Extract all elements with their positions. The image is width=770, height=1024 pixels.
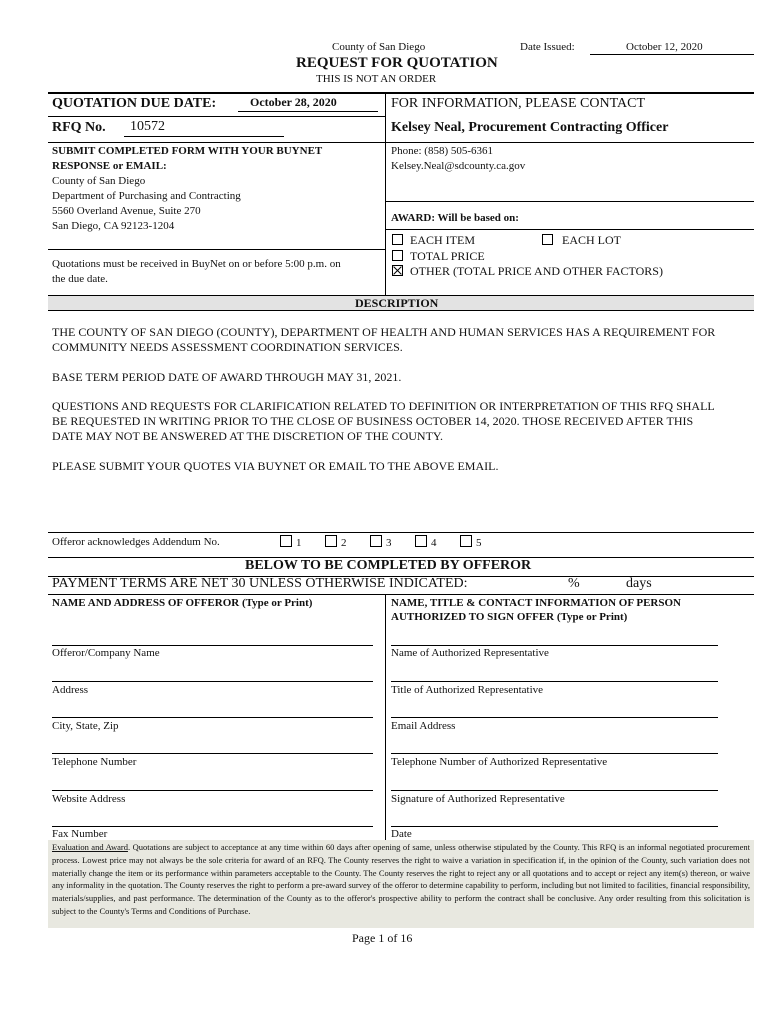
addendum-checkbox[interactable] [370,535,382,547]
offeror-heading: BELOW TO BE COMPLETED BY OFFEROR [245,558,532,573]
addendum-3[interactable] [370,535,392,549]
description-para-3: DATE MAY NOT BE ANSWERED AT THE DISCRETION OF THE COUNTY. [52,429,444,443]
page-title: REQUEST FOR QUOTATION [296,55,498,71]
county-name: County of San Diego [332,41,426,53]
payment-terms: PAYMENT TERMS ARE NET 30 UNLESS OTHERWISE INDICATED: [52,576,468,591]
due-date-value: October 28, 2020 [250,95,337,109]
telephone-line-input[interactable] [52,753,373,754]
rep-name-line[interactable] [391,645,718,646]
address-line: 5560 Overland Avenue, Suite 270 [52,205,201,217]
addendum-2[interactable] [325,535,347,549]
fax-label: Fax Number [52,828,108,840]
submit-instruction-1: SUBMIT COMPLETED FORM WITH YOUR BUYNET [52,145,323,157]
fax-line-input[interactable] [52,826,373,827]
checkbox-each-lot[interactable] [542,234,553,245]
submit-instruction-2: RESPONSE or EMAIL: [52,160,167,172]
divider [48,532,754,533]
addendum-number: 3 [386,537,392,549]
addendum-number: 4 [431,537,437,549]
received-note-1: Quotations must be received in BuyNet on or before 5:00 p.m. on [52,258,341,270]
divider [48,594,754,595]
award-option-label: EACH LOT [562,233,621,247]
rep-telephone-label: Telephone Number of Authorized Representative [391,756,608,768]
award-option-label: OTHER (TOTAL PRICE AND OTHER FACTORS) [410,264,663,278]
award-label: AWARD: Will be based on: [391,212,519,224]
city-line-input[interactable] [52,717,373,718]
award-option-each-item[interactable] [392,233,475,248]
award-option-total-price[interactable] [392,249,485,264]
rep-title-line[interactable] [391,681,718,682]
company-name-line[interactable] [52,645,373,646]
info-contact-label: FOR INFORMATION, PLEASE CONTACT [391,96,646,111]
due-date-underline [238,111,378,112]
telephone-label: Telephone Number [52,756,137,768]
rep-telephone-line[interactable] [391,753,718,754]
divider [48,310,754,311]
date-line[interactable] [391,826,718,827]
evaluation-body: . Quotations are subject to acceptance at any time within 60 days after opening of same, unless otherwise stipulated by the County. This RFQ is an informal negotiated procurement process. Lowest price may not always be the sole criteria for award of an RFQ. The County reserves the right to waive a variation in specification if, in the opinion of the County, such variation does not materially change the item or its performance within parameters acceptable to the County. The County reserves the right to reject any or all quotations and to accept or reject any item(s) thereon, or waive any informality in the quotation. The County reserves the right to perform a pre-award survey of the offeror to determine capability to perform, including but not limited to facilities, financial responsibility, materials/supplies, and past performance. The determination of the County as to the offeror's prospective ability to perform the contract shall be conclusive. Any order resulting from this solicitation is subject to the County's Terms and Conditions of Purchase. [52,842,750,916]
addendum-checkbox[interactable] [325,535,337,547]
date-issued-underline [590,54,754,55]
website-label: Website Address [52,793,126,805]
addendum-checkbox[interactable] [460,535,472,547]
address-label: Address [52,684,89,696]
description-para-3: BE REQUESTED IN WRITING PRIOR TO THE CLOSE OF BUSINESS OCTOBER 14, 2020. THOSE RECEIVED AFTER THIS [52,414,694,428]
rep-email-line[interactable] [391,717,718,718]
top-border [48,92,754,94]
addendum-checkbox[interactable] [415,535,427,547]
award-option-label: EACH ITEM [410,233,475,247]
contact-email: Kelsey.Neal@sdcounty.ca.gov [391,160,526,172]
contact-name: Kelsey Neal, Procurement Contracting Officer [391,120,669,135]
company-name-label: Offeror/Company Name [52,647,160,659]
page-number: Page 1 of 16 [352,931,413,945]
checkbox-other[interactable] [392,265,403,276]
city-state-zip-label: City, State, Zip [52,720,119,732]
checkbox-total-price[interactable] [392,250,403,261]
addendum-1[interactable] [280,535,302,549]
due-date-label: QUOTATION DUE DATE: [52,96,217,111]
checkbox-each-item[interactable] [392,234,403,245]
divider [48,142,754,143]
offeror-right-heading-1: NAME, TITLE & CONTACT INFORMATION OF PERSON [391,597,681,609]
description-para-3: QUESTIONS AND REQUESTS FOR CLARIFICATION RELATED TO DEFINITION OR INTERPRETATION OF THIS RFQ SHALL [52,399,715,413]
received-note-2: the due date. [52,273,108,285]
description-para-1: THE COUNTY OF SAN DIEGO (COUNTY), DEPARTMENT OF HEALTH AND HUMAN SERVICES HAS A REQUIREMENT FOR [52,325,716,339]
offeror-divider [385,595,386,840]
award-option-label: TOTAL PRICE [410,249,485,263]
divider [48,249,385,250]
website-line-input[interactable] [52,790,373,791]
rep-name-label: Name of Authorized Representative [391,647,549,659]
divider [48,116,385,117]
top-divider [385,93,386,295]
rfq-number: 10572 [130,119,165,134]
addendum-number: 1 [296,537,302,549]
address-line: Department of Purchasing and Contracting [52,190,241,202]
description-para-2: BASE TERM PERIOD DATE OF AWARD THROUGH MAY 31, 2021. [52,370,402,384]
description-para-4: PLEASE SUBMIT YOUR QUOTES VIA BUYNET OR EMAIL TO THE ABOVE EMAIL. [52,459,499,473]
description-heading: DESCRIPTION [355,296,439,310]
rfq-label: RFQ No. [52,120,106,135]
divider [385,229,754,230]
rep-email-label: Email Address [391,720,456,732]
payment-percent: % [568,576,580,591]
address-line: County of San Diego [52,175,146,187]
addendum-number: 2 [341,537,347,549]
offeror-right-heading-2: AUTHORIZED TO SIGN OFFER (Type or Print) [391,611,628,623]
award-option-each-lot[interactable] [542,233,621,248]
addendum-number: 5 [476,537,482,549]
page-subtitle: THIS IS NOT AN ORDER [316,73,437,85]
rep-title-label: Title of Authorized Representative [391,684,544,696]
address-line-input[interactable] [52,681,373,682]
addendum-label: Offeror acknowledges Addendum No. [52,536,220,548]
divider [385,201,754,202]
address-line: San Diego, CA 92123-1204 [52,220,175,232]
rep-signature-label: Signature of Authorized Representative [391,793,565,805]
rep-signature-line[interactable] [391,790,718,791]
addendum-5[interactable] [460,535,482,549]
offeror-left-heading: NAME AND ADDRESS OF OFFEROR (Type or Print) [52,597,313,609]
addendum-4[interactable] [415,535,437,549]
evaluation-text [52,841,750,918]
award-option-other[interactable] [392,264,663,279]
date-issued-value: October 12, 2020 [626,41,703,53]
rfq-underline [124,136,284,137]
payment-days: days [626,576,652,591]
description-para-1: COMMUNITY NEEDS ASSESSMENT COORDINATION SERVICES. [52,340,403,354]
date-issued-label: Date Issued: [520,41,575,53]
addendum-checkbox[interactable] [280,535,292,547]
contact-phone: Phone: (858) 505-6361 [391,145,494,157]
date-label: Date [391,828,412,840]
evaluation-title: Evaluation and Award [52,842,128,852]
